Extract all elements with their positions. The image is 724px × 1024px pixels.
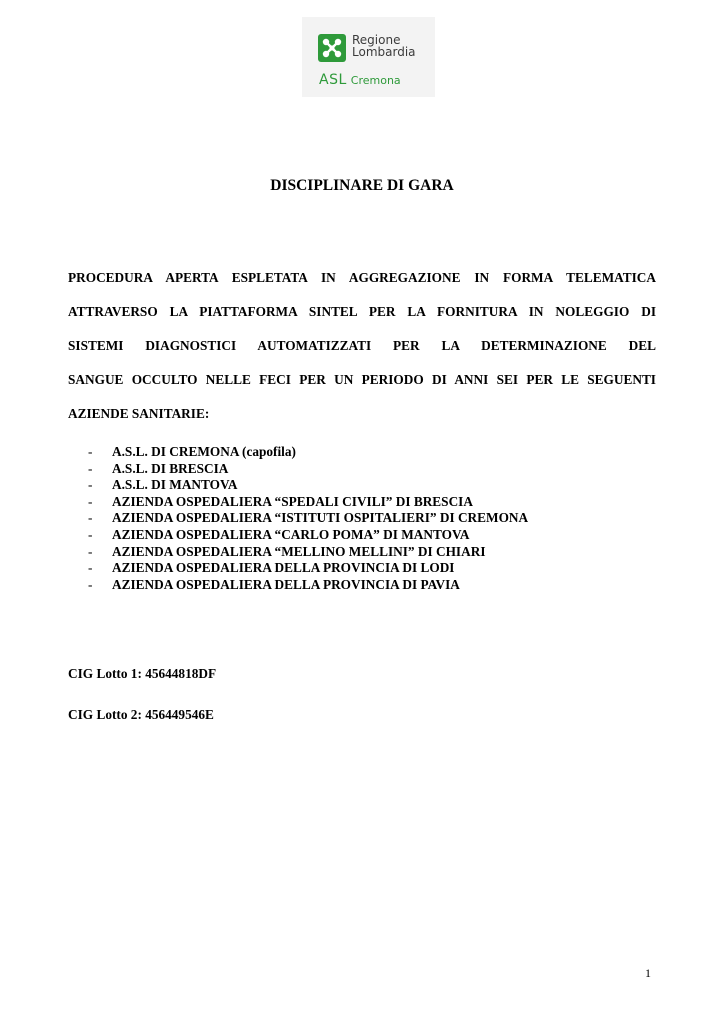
list-item: [88, 527, 528, 544]
list-bullet: -: [88, 526, 93, 542]
list-item: [88, 477, 528, 494]
logo-asl: ASL: [319, 72, 347, 88]
agency-name: A.S.L. DI CREMONA (capofila): [112, 444, 296, 459]
logo-asl-name: [319, 69, 401, 88]
logo-region-name: [352, 34, 416, 58]
procedure-line: SANGUE OCCULTO NELLE FECI PER UN PERIODO DI ANNI SEI PER LE SEGUENTI: [68, 372, 656, 387]
agency-name: A.S.L. DI MANTOVA: [112, 477, 238, 493]
list-item: [88, 444, 528, 461]
regione-lombardia-rose-icon: [318, 34, 346, 62]
agencies-list: [88, 444, 528, 593]
list-item: [88, 544, 528, 561]
agency-name: AZIENDA OSPEDALIERA DELLA PROVINCIA DI LODI: [112, 560, 455, 576]
list-item: [88, 510, 528, 527]
agency-name: AZIENDA OSPEDALIERA “ISTITUTI OSPITALIERI” DI CREMONA: [112, 510, 529, 526]
logo-region-line1: Regione: [352, 33, 401, 47]
agency-name: AZIENDA OSPEDALIERA DELLA PROVINCIA DI PAVIA: [112, 576, 460, 592]
cig-lotto-2: CIG Lotto 2: 456449546E: [68, 707, 214, 722]
agency-name: A.S.L. DI BRESCIA: [112, 460, 229, 476]
list-item: [88, 577, 528, 594]
list-item: [88, 461, 528, 478]
procedure-line: SISTEMI DIAGNOSTICI AUTOMATIZZATI PER LA DETERMINAZIONE DEL: [68, 338, 656, 353]
list-bullet: -: [88, 543, 93, 559]
document-title: DISCIPLINARE DI GARA: [270, 177, 454, 194]
agency-name: AZIENDA OSPEDALIERA “MELLINO MELLINI” DI CHIARI: [112, 543, 486, 559]
list-bullet: -: [88, 444, 93, 459]
list-item: [88, 494, 528, 511]
logo-region-line2: Lombardia: [352, 45, 416, 59]
procedure-description: [68, 266, 656, 436]
logo-city: Cremona: [350, 74, 401, 87]
list-item: [88, 560, 528, 577]
list-bullet: -: [88, 493, 93, 509]
page-number: 1: [645, 966, 651, 980]
list-bullet: -: [88, 560, 93, 576]
agency-name: AZIENDA OSPEDALIERA “SPEDALI CIVILI” DI BRESCIA: [112, 493, 473, 509]
agency-name: AZIENDA OSPEDALIERA “CARLO POMA” DI MANTOVA: [112, 526, 470, 542]
list-bullet: -: [88, 576, 93, 592]
procedure-line: AZIENDE SANITARIE:: [68, 406, 210, 421]
procedure-line: ATTRAVERSO LA PIATTAFORMA SINTEL PER LA FORNITURA IN NOLEGGIO DI: [68, 304, 656, 319]
procedure-line: PROCEDURA APERTA ESPLETATA IN AGGREGAZIONE IN FORMA TELEMATICA: [68, 270, 656, 285]
cig-lotto-1: CIG Lotto 1: 45644818DF: [68, 666, 217, 681]
list-bullet: -: [88, 460, 93, 476]
list-bullet: -: [88, 510, 93, 526]
logo: [302, 17, 435, 97]
list-bullet: -: [88, 477, 93, 493]
